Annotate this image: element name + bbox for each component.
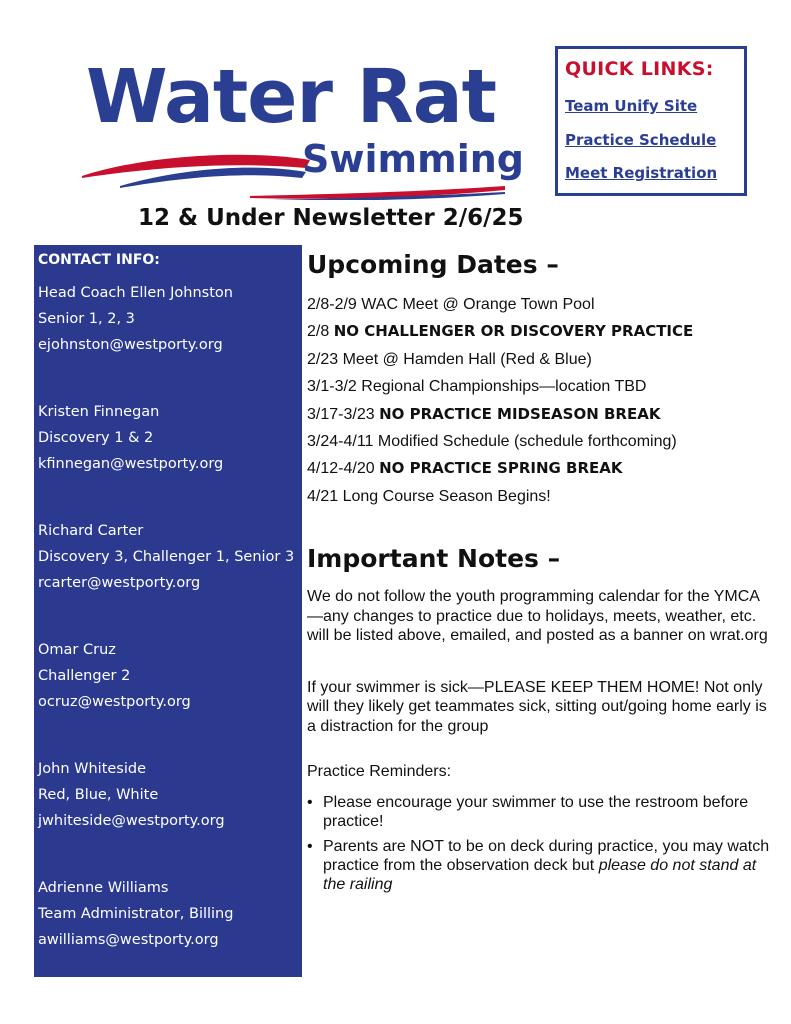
- date: 4/21: [307, 487, 339, 505]
- contact-role: Team Administrator, Billing: [38, 906, 234, 922]
- notes-paragraph: If your swimmer is sick—PLEASE KEEP THEM HOME! Not only will they likely get teammates sick, sitting out/going home early is a distraction for the group: [307, 678, 767, 735]
- newsletter-title: 12 & Under Newsletter 2/6/25: [138, 205, 524, 231]
- contact-role: Senior 1, 2, 3: [38, 311, 135, 327]
- bullet-icon: •: [307, 793, 313, 811]
- date-text-bold: NO CHALLENGER OR DISCOVERY PRACTICE: [333, 322, 694, 341]
- meet-registration-link[interactable]: Meet Registration: [565, 164, 718, 182]
- logo-title: Water Rat: [86, 54, 497, 140]
- contact-role: Discovery 3, Challenger 1, Senior 3: [38, 549, 295, 565]
- date: 3/17-3/23: [307, 405, 375, 423]
- quick-links-box: [555, 46, 747, 196]
- date-item: [307, 401, 772, 428]
- contact-name: Richard Carter: [38, 523, 144, 539]
- quick-links-heading: QUICK LINKS:: [565, 58, 714, 80]
- contact-name: John Whiteside: [38, 761, 147, 777]
- contact-name: Head Coach Ellen Johnston: [38, 285, 233, 301]
- logo-subtitle: Swimming: [302, 137, 524, 181]
- contact-name: Adrienne Williams: [38, 880, 169, 896]
- date-item: [307, 483, 772, 510]
- date: 2/23: [307, 350, 339, 368]
- team-unify-link[interactable]: Team Unify Site: [565, 97, 698, 115]
- important-notes-title: Important Notes –: [307, 544, 561, 574]
- reminders-label: Practice Reminders:: [307, 763, 452, 781]
- main-content: [307, 250, 772, 900]
- contact-email[interactable]: kfinnegan@westporty.org: [38, 456, 224, 472]
- contact-card: [38, 637, 302, 715]
- contact-email[interactable]: awilliams@westporty.org: [38, 932, 219, 948]
- date-item: [307, 291, 772, 318]
- date: 2/8: [307, 323, 330, 341]
- practice-schedule-link[interactable]: Practice Schedule: [565, 131, 717, 149]
- contact-card: [38, 875, 302, 953]
- contact-role: Challenger 2: [38, 668, 131, 684]
- contact-role: Red, Blue, White: [38, 787, 159, 803]
- date: 4/12-4/20: [307, 460, 375, 478]
- date-item: [307, 428, 772, 455]
- contact-card: [38, 399, 302, 477]
- logo: [80, 54, 524, 200]
- contact-heading: CONTACT INFO:: [38, 252, 160, 268]
- reminder-text: Parents are NOT to be on deck during practice, you may watch practice from the observation deck but: [323, 837, 770, 874]
- date-item: [307, 455, 772, 482]
- contact-name: Omar Cruz: [38, 642, 116, 658]
- contact-name: Kristen Finnegan: [38, 404, 160, 420]
- contact-card: [38, 756, 302, 834]
- date-item: [307, 346, 772, 373]
- date: 3/24-4/11: [307, 433, 374, 451]
- date: 3/1-3/2: [307, 378, 357, 396]
- notes-paragraph: We do not follow the youth programming calendar for the YMCA—any changes to practice due to holidays, meets, weather, etc. will be listed above, emailed, and posted as a banner on wrat.org: [307, 588, 768, 645]
- date-item: [307, 318, 772, 345]
- list-item: [307, 793, 772, 831]
- date-text: Regional Championships—location TBD: [361, 378, 647, 396]
- reminder-text: Please encourage your swimmer to use the restroom before practice!: [323, 793, 749, 830]
- date-text: Modified Schedule (schedule forthcoming): [377, 433, 677, 451]
- contact-email[interactable]: rcarter@westporty.org: [38, 575, 201, 591]
- contact-email[interactable]: ejohnston@westporty.org: [38, 337, 223, 353]
- upcoming-dates-title: Upcoming Dates –: [307, 250, 559, 279]
- date-text-bold: NO PRACTICE MIDSEASON BREAK: [379, 404, 661, 423]
- contact-sidebar: [34, 245, 302, 977]
- date-text: Long Course Season Begins!: [342, 487, 551, 505]
- reminders-list: [307, 793, 772, 894]
- contact-email[interactable]: ocruz@westporty.org: [38, 694, 191, 710]
- date-text-bold: NO PRACTICE SPRING BREAK: [379, 459, 623, 478]
- bullet-icon: •: [307, 837, 313, 855]
- date-text: WAC Meet @ Orange Town Pool: [361, 296, 595, 313]
- date: 2/8-2/9: [307, 296, 357, 313]
- contact-email[interactable]: jwhiteside@westporty.org: [38, 813, 225, 829]
- upcoming-dates-list: [307, 291, 772, 510]
- list-item: [307, 837, 772, 894]
- date-item: [307, 373, 772, 400]
- contact-card: [38, 518, 302, 596]
- date-text: Meet @ Hamden Hall (Red & Blue): [342, 350, 592, 368]
- contact-role: Discovery 1 & 2: [38, 430, 154, 446]
- reminder-italic-text: please do not stand at the railing: [323, 856, 757, 893]
- contact-card: [38, 280, 302, 358]
